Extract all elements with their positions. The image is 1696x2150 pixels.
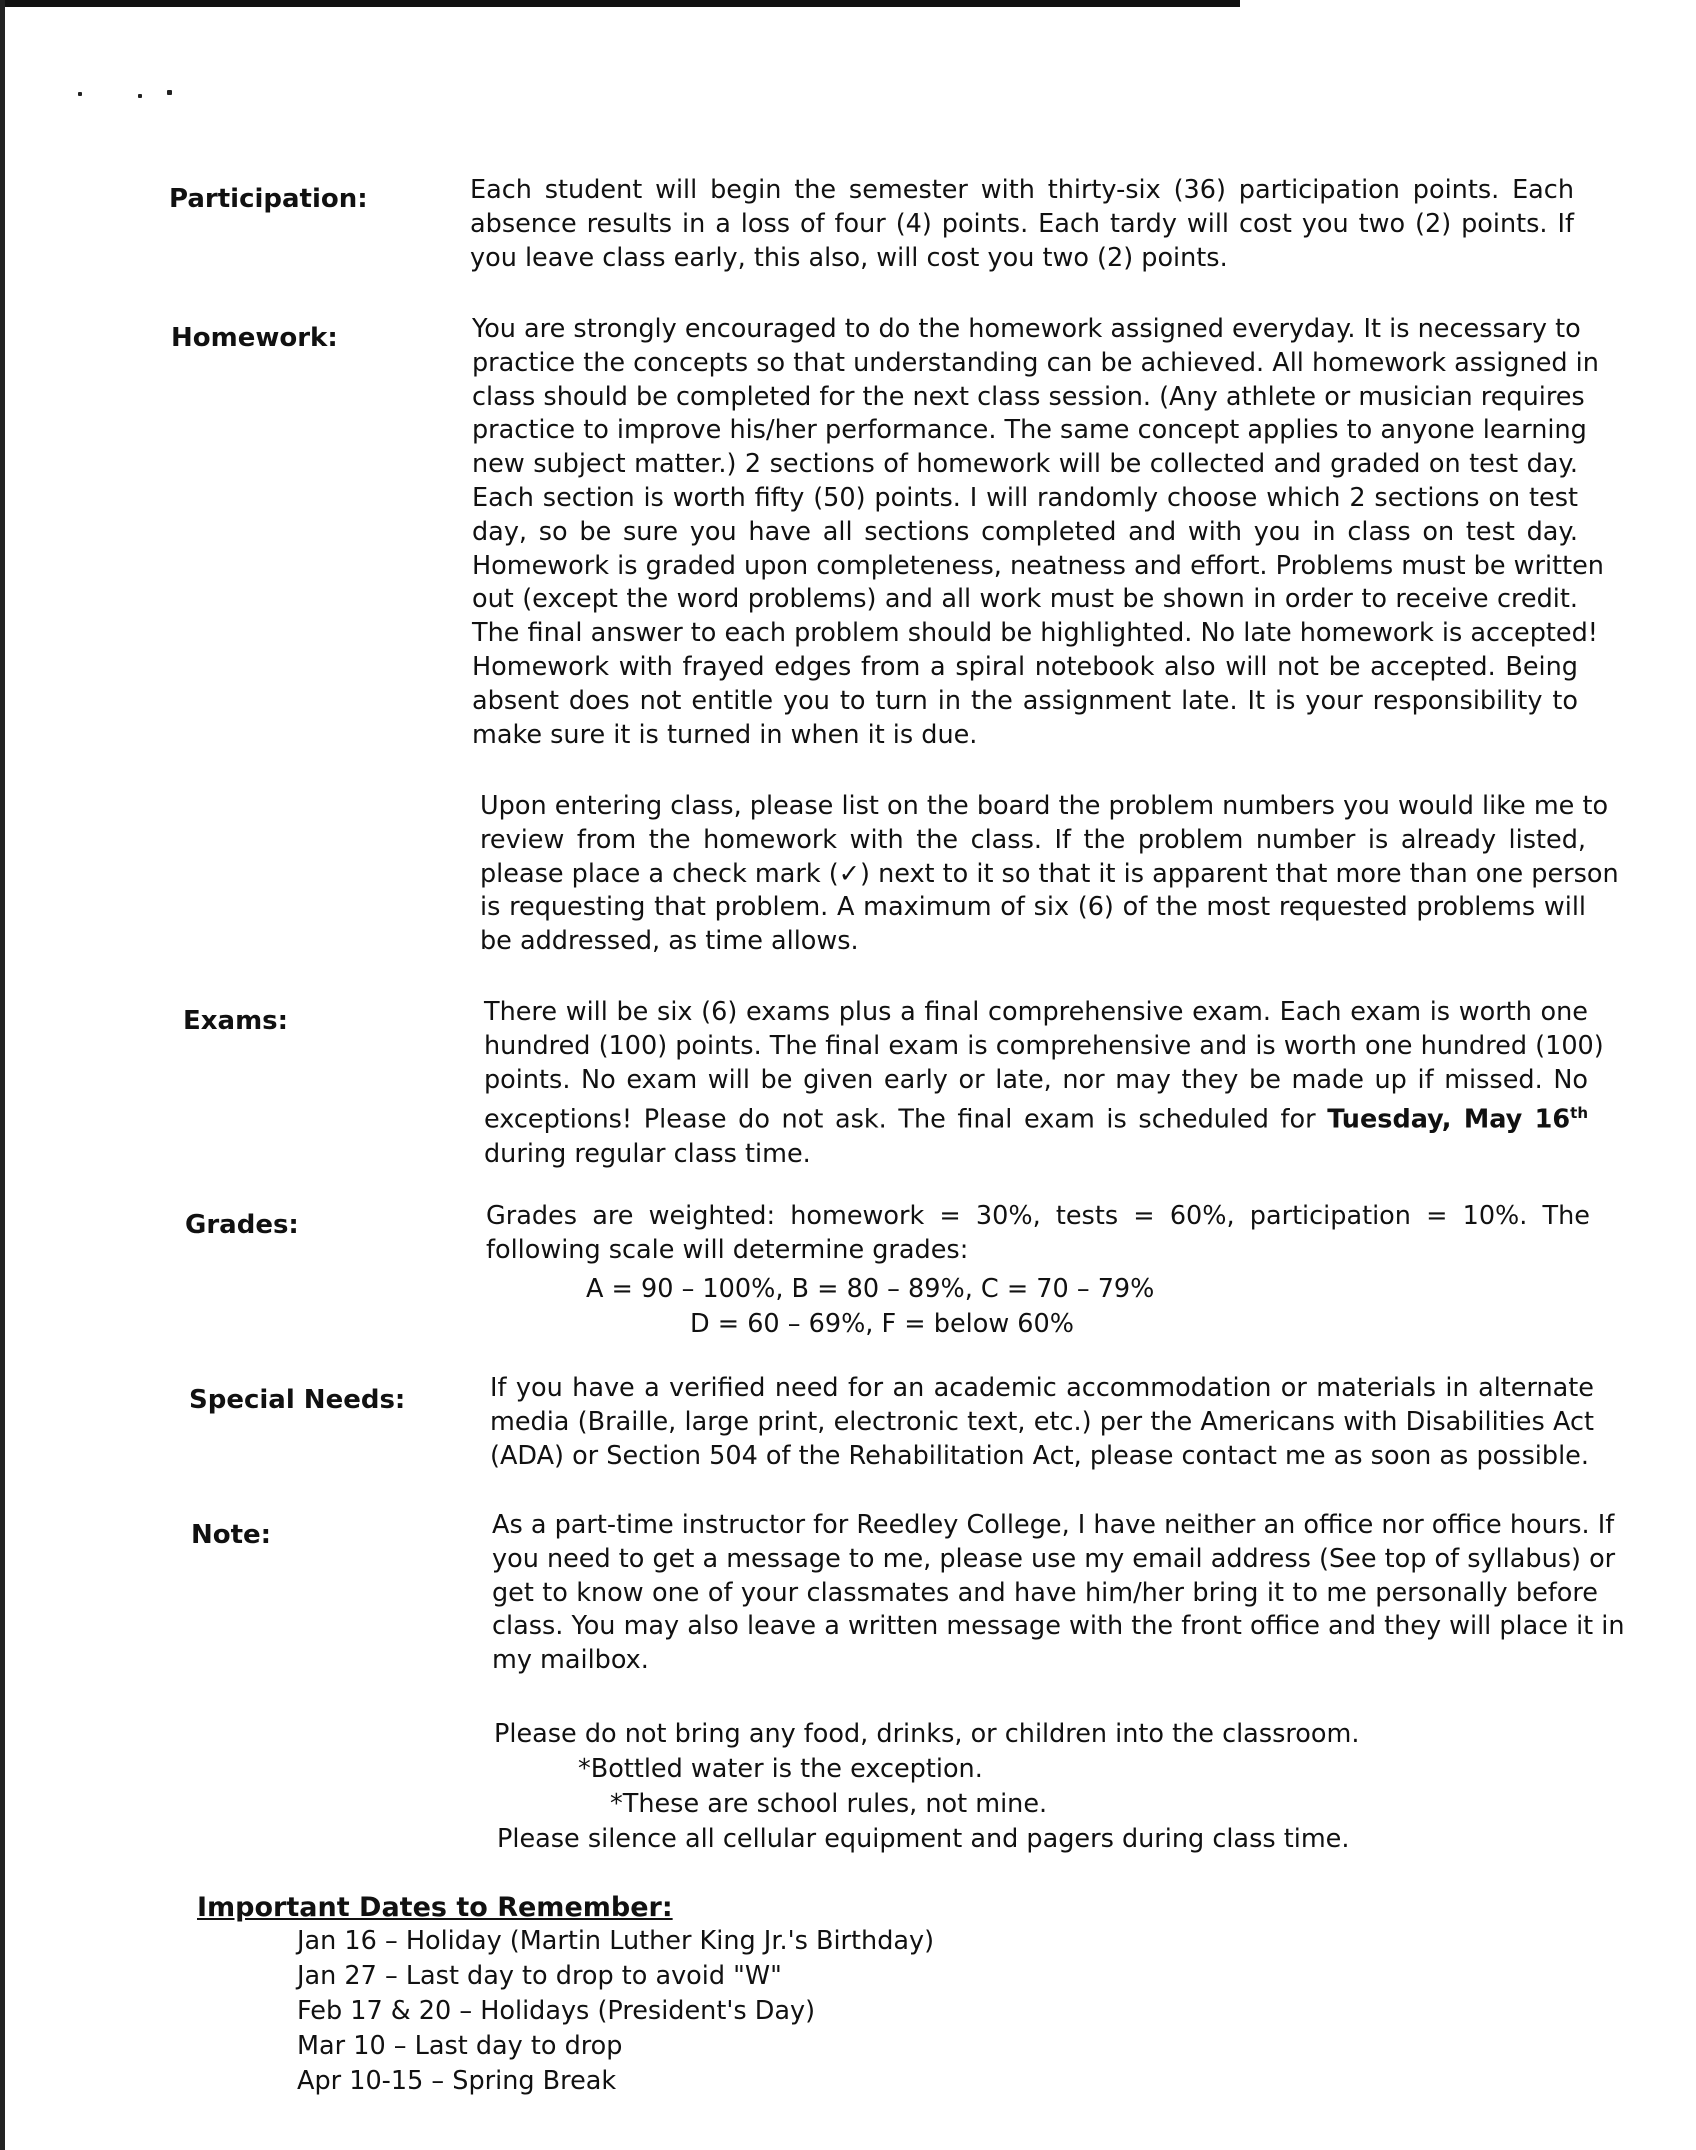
important-date-item: Jan 16 – Holiday (Martin Luther King Jr.'s Birthday) [297,1926,935,1956]
text-line: If you have a verified need for an academic accommodation or materials in alternate [490,1373,1594,1403]
important-date-item: Jan 27 – Last day to drop to avoid "W" [297,1961,782,1991]
text-line: during regular class time. [484,1138,811,1169]
text-line: out (except the word problems) and all work must be shown in order to receive credit. [472,584,1578,615]
final-exam-date: Tuesday, May 16 [1327,1104,1571,1135]
homework-label: Homework: [171,323,338,353]
text-line: day, so be sure you have all sections completed and with you in class on test day. [472,516,1578,547]
important-date-item: Mar 10 – Last day to drop [297,2031,623,2061]
scan-left-border [0,0,5,2150]
grade-scale-row: A = 90 – 100%, B = 80 – 89%, C = 70 – 79% [586,1274,1155,1304]
text-line: get to know one of your classmates and have him/her bring it to me personally before [492,1577,1598,1608]
text-line-with-date [484,1097,1588,1137]
text-line: You are strongly encouraged to do the homework assigned everyday. It is necessary to [472,314,1581,344]
text-line: be addressed, as time allows. [480,926,859,957]
text-line: my mailbox. [492,1645,649,1676]
scan-speck [138,94,142,98]
classroom-rule-note: *These are school rules, not mine. [610,1789,1048,1819]
exams-text [484,996,1604,1171]
text-line: please place a check mark (✓) next to it so that it is apparent that more than one person [480,858,1619,889]
final-exam-date-suffix: th [1570,1104,1589,1123]
text-line: exceptions! Please do not ask. The final exam is scheduled for [484,1104,1316,1135]
exams-label: Exams: [183,1006,289,1036]
text-line: practice to improve his/her performance. The same concept applies to anyone learning [472,415,1587,446]
text-line: Each student will begin the semester with thirty-six (36) participation points. Each [470,175,1574,205]
text-line: Homework is graded upon completeness, neatness and effort. Problems must be written [472,550,1604,581]
scan-speck [78,92,82,96]
text-line: you need to get a message to me, please use my email address (See top of syllabus) or [492,1543,1616,1574]
text-line: (ADA) or Section 504 of the Rehabilitation Act, please contact me as soon as possible. [490,1440,1589,1471]
text-line: you leave class early, this also, will cost you two (2) points. [470,242,1228,273]
text-line: is requesting that problem. A maximum of six (6) of the most requested problems will [480,892,1586,923]
text-line: The final answer to each problem should be highlighted. No late homework is accepted! [472,618,1598,649]
grades-label: Grades: [185,1210,299,1240]
text-line: Upon entering class, please list on the board the problem numbers you would like me to [480,791,1609,821]
special-needs-label: Special Needs: [189,1385,406,1415]
classroom-rule: Please silence all cellular equipment and pagers during class time. [497,1824,1350,1854]
grade-scale-row: D = 60 – 69%, F = below 60% [690,1309,1074,1339]
text-line: hundred (100) points. The final exam is comprehensive and is worth one hundred (100) [484,1030,1604,1061]
text-line: class should be completed for the next class session. (Any athlete or musician requires [472,381,1585,412]
text-line: Grades are weighted: homework = 30%, tests = 60%, participation = 10%. The [486,1201,1590,1231]
important-date-item: Apr 10-15 – Spring Break [297,2066,617,2096]
text-line: media (Braille, large print, electronic text, etc.) per the Americans with Disabilities Act [490,1406,1594,1437]
text-line: Homework with frayed edges from a spiral notebook also will not be accepted. Being [472,651,1578,682]
important-dates-title: Important Dates to Remember: [197,1892,673,1923]
scan-speck [167,90,172,95]
text-line: new subject matter.) 2 sections of homework will be collected and graded on test day. [472,449,1578,480]
note-text [492,1509,1625,1678]
text-line: following scale will determine grades: [486,1234,969,1265]
participation-label: Participation: [169,184,368,214]
text-line: Each section is worth fifty (50) points. I will randomly choose which 2 sections on test [472,482,1578,513]
text-line: absent does not entitle you to turn in the assignment late. It is your responsibility to [472,685,1578,716]
text-line: review from the homework with the class. If the problem number is already listed, [480,824,1586,855]
participation-text [470,174,1574,275]
special-needs-text [490,1372,1594,1473]
classroom-rule-note: *Bottled water is the exception. [578,1754,983,1784]
grades-text [486,1200,1590,1268]
homework-review-text [480,790,1619,959]
text-line: practice the concepts so that understanding can be achieved. All homework assigned in [472,347,1599,378]
text-line: absence results in a loss of four (4) points. Each tardy will cost you two (2) points. If [470,208,1574,239]
important-date-item: Feb 17 & 20 – Holidays (President's Day) [297,1996,816,2026]
text-line: points. No exam will be given early or late, nor may they be made up if missed. No [484,1064,1588,1095]
note-label: Note: [191,1520,272,1550]
scan-top-border [0,0,1240,7]
classroom-rule: Please do not bring any food, drinks, or children into the classroom. [494,1719,1360,1749]
text-line: As a part-time instructor for Reedley College, I have neither an office nor office hours. If [492,1510,1615,1540]
text-line: make sure it is turned in when it is due. [472,719,978,750]
text-line: There will be six (6) exams plus a final comprehensive exam. Each exam is worth one [484,997,1588,1027]
text-line: class. You may also leave a written message with the front office and they will place it in [492,1611,1625,1642]
homework-text [472,313,1604,752]
